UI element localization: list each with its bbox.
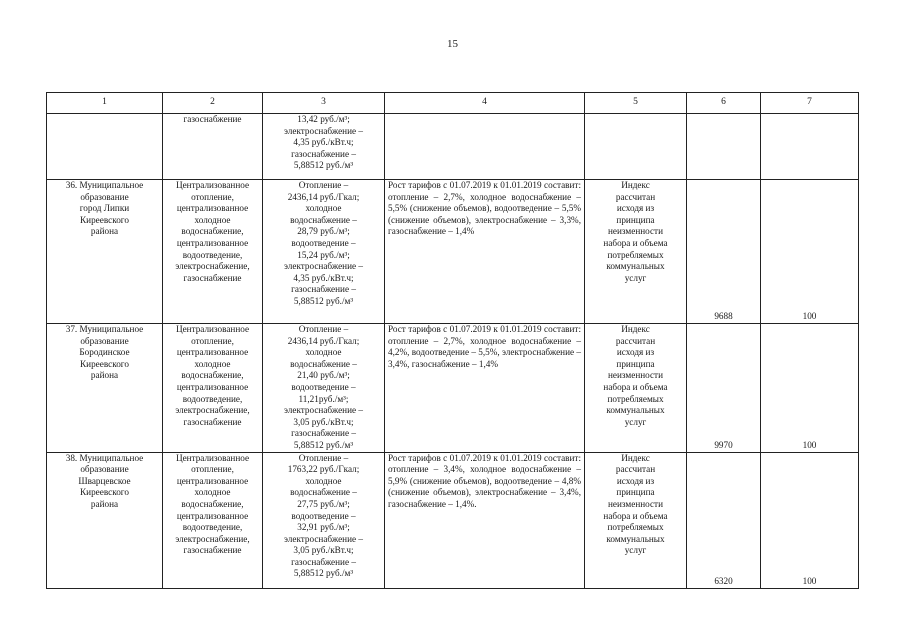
growth-cell: Рост тарифов с 01.07.2019 к 01.01.2019 составит: отопление – 2,7%, холодное водоснабжение – 5,5% (снижение объемов), водоотведение – 5,5% (снижение объемов), электроснабжение – 3,3%, газоснабжение – 1,4% bbox=[385, 180, 585, 324]
table-row bbox=[47, 114, 859, 180]
municipality-cell: 36. Муниципальное образование город Липки Киреевского района bbox=[47, 180, 163, 324]
growth-cell bbox=[385, 114, 585, 180]
growth-cell: Рост тарифов с 01.07.2019 к 01.01.2019 составит: отопление – 2,7%, холодное водоснабжение – 4,2%, водоотведение – 5,5%, электроснабжение – 3,4%, газоснабжение – 1,4% bbox=[385, 324, 585, 453]
percent-cell bbox=[761, 114, 859, 180]
percent-cell bbox=[761, 180, 859, 324]
tariffs-cell: Отопление – 2436,14 руб./Гкал; холодное водоснабжение – 21,40 руб./м³; водоотведение – 11,21руб./м³; электроснабжение – 3,05 руб./кВт.ч; газоснабжение – 5,88512 руб./м³ bbox=[263, 324, 385, 453]
value-cell bbox=[687, 324, 761, 453]
percent-text: 100 bbox=[802, 439, 817, 450]
value-text: 9970 bbox=[714, 439, 733, 450]
services-cell: газоснабжение bbox=[163, 114, 263, 180]
value-cell bbox=[687, 452, 761, 588]
percent-text: 100 bbox=[802, 311, 817, 322]
index-note-cell bbox=[585, 114, 687, 180]
value-text: 9688 bbox=[714, 311, 733, 322]
tariffs-cell: Отопление – 2436,14 руб./Гкал; холодное водоснабжение – 28,79 руб./м³; водоотведение – 15,24 руб./м³; электроснабжение – 4,35 руб./кВт.ч; газоснабжение – 5,88512 руб./м³ bbox=[263, 180, 385, 324]
tariffs-cell: Отопление – 1763,22 руб./Гкал; холодное водоснабжение – 27,75 руб./м³; водоотведение – 32,91 руб./м³; электроснабжение – 3,05 руб./кВт.ч; газоснабжение – 5,88512 руб./м³ bbox=[263, 452, 385, 588]
table-row bbox=[47, 324, 859, 453]
percent-cell bbox=[761, 452, 859, 588]
municipality-cell: 37. Муниципальное образование Бородинское Киреевского района bbox=[47, 324, 163, 453]
percent-cell bbox=[761, 324, 859, 453]
header-col-7: 7 bbox=[761, 93, 859, 114]
header-col-6: 6 bbox=[687, 93, 761, 114]
percent-text: 100 bbox=[802, 575, 817, 586]
index-note-cell: Индекс рассчитан исходя из принципа неизменности набора и объема потребляемых коммунальных услуг bbox=[585, 324, 687, 453]
header-col-3: 3 bbox=[263, 93, 385, 114]
services-cell: Централизованное отопление, централизованное холодное водоснабжение, централизованное водоотведение, электроснабжение, газоснабжение bbox=[163, 180, 263, 324]
tariffs-cell: 13,42 руб./м³; электроснабжение – 4,35 руб./кВт.ч; газоснабжение – 5,88512 руб./м³ bbox=[263, 114, 385, 180]
municipality-cell bbox=[47, 114, 163, 180]
header-row bbox=[47, 93, 859, 114]
page-number: 15 bbox=[447, 38, 458, 50]
index-note-cell: Индекс рассчитан исходя из принципа неизменности набора и объема потребляемых коммунальных услуг bbox=[585, 180, 687, 324]
table-row bbox=[47, 452, 859, 588]
header-col-5: 5 bbox=[585, 93, 687, 114]
header-col-1: 1 bbox=[47, 93, 163, 114]
tariff-table bbox=[46, 92, 859, 589]
municipality-cell: 38. Муниципальное образование Шварцевское Киреевского района bbox=[47, 452, 163, 588]
header-col-2: 2 bbox=[163, 93, 263, 114]
index-note-cell: Индекс рассчитан исходя из принципа неизменности набора и объема потребляемых коммунальных услуг bbox=[585, 452, 687, 588]
value-text: 6320 bbox=[714, 575, 733, 586]
header-col-4: 4 bbox=[385, 93, 585, 114]
value-cell bbox=[687, 114, 761, 180]
growth-cell: Рост тарифов с 01.07.2019 к 01.01.2019 составит: отопление – 3,4%, холодное водоснабжение – 5,9% (снижение объемов), водоотведение – 4,8% (снижение объемов), электроснабжение – 3,4%, газоснабжение – 1,4%. bbox=[385, 452, 585, 588]
table-row bbox=[47, 180, 859, 324]
services-cell: Централизованное отопление, централизованное холодное водоснабжение, централизованное водоотведение, электроснабжение, газоснабжение bbox=[163, 452, 263, 588]
services-cell: Централизованное отопление, централизованное холодное водоснабжение, централизованное водоотведение, электроснабжение, газоснабжение bbox=[163, 324, 263, 453]
value-cell bbox=[687, 180, 761, 324]
